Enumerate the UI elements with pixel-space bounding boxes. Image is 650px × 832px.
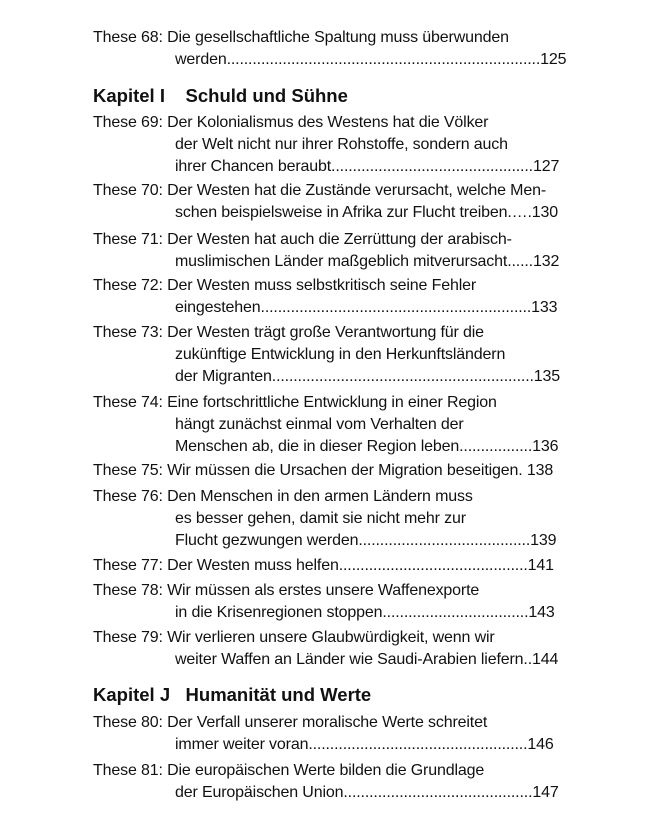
toc-entry-title: These 71: Der Westen hat auch die Zerrüttung der arabisch- — [93, 231, 512, 248]
chapter-title: Kapitel J Humanität und Werte — [93, 684, 372, 705]
toc-entry-continuation: zukünftige Entwicklung in den Herkunftsländern — [175, 346, 506, 363]
toc-entry-continuation: eingestehen...............................................................133 — [175, 299, 558, 316]
toc-entry-continuation: der Migranten.............................................................135 — [175, 368, 561, 385]
toc-entry-title: These 78: Wir müssen als erstes unsere Waffenexporte — [93, 582, 480, 599]
toc-entry-title: These 80: Der Verfall unserer moralische Werte schreitet — [93, 714, 488, 731]
toc-entry-title: These 76: Den Menschen in den armen Ländern muss — [93, 488, 473, 505]
toc-entry-continuation: es besser gehen, damit sie nicht mehr zur — [175, 510, 466, 527]
toc-entry-title: These 75: Wir müssen die Ursachen der Migration beseitigen. 138 — [93, 462, 554, 479]
toc-entry-continuation: Flucht gezwungen werden........................................139 — [175, 532, 557, 549]
toc-entry-title: These 69: Der Kolonialismus des Westens hat die Völker — [93, 114, 489, 131]
toc-entry-title: These 74: Eine fortschrittliche Entwicklung in einer Region — [93, 394, 497, 411]
toc-entry-continuation: Menschen ab, die in dieser Region leben.................136 — [175, 438, 559, 455]
toc-entry-continuation: immer weiter voran...................................................146 — [175, 736, 554, 753]
toc-entry-continuation: hängt zunächst einmal vom Verhalten der — [175, 416, 464, 433]
toc-entry-continuation: werden.........................................................................125 — [175, 51, 567, 68]
chapter-title: Kapitel I Schuld und Sühne — [93, 85, 348, 106]
toc-entry-title: These 68: Die gesellschaftliche Spaltung muss überwunden — [93, 29, 509, 46]
toc-entry-continuation: der Welt nicht nur ihrer Rohstoffe, sondern auch — [175, 136, 508, 153]
toc-entry-continuation: in die Krisenregionen stoppen..................................143 — [175, 604, 555, 621]
toc-entry-continuation: schen beispielsweise in Afrika zur Flucht treiben.….130 — [175, 204, 559, 221]
toc-entry-title: These 73: Der Westen trägt große Verantwortung für die — [93, 324, 484, 341]
toc-entry-title: These 81: Die europäischen Werte bilden die Grundlage — [93, 762, 485, 779]
toc-entry-title: These 77: Der Westen muss helfen............................................141 — [93, 557, 554, 574]
toc-entry-title: These 72: Der Westen muss selbstkritisch seine Fehler — [93, 277, 477, 294]
toc-entry-continuation: der Europäischen Union............................................147 — [175, 784, 559, 801]
toc-entry-title: These 70: Der Westen hat die Zustände verursacht, welche Men- — [93, 182, 547, 199]
toc-entry-continuation: muslimischen Länder maßgeblich mitverursacht......132 — [175, 253, 560, 270]
toc-entry-continuation: weiter Waffen an Länder wie Saudi-Arabien liefern..144 — [175, 651, 559, 668]
toc-entry-title: These 79: Wir verlieren unsere Glaubwürdigkeit, wenn wir — [93, 629, 495, 646]
toc-entry-continuation: ihrer Chancen beraubt...............................................127 — [175, 158, 560, 175]
